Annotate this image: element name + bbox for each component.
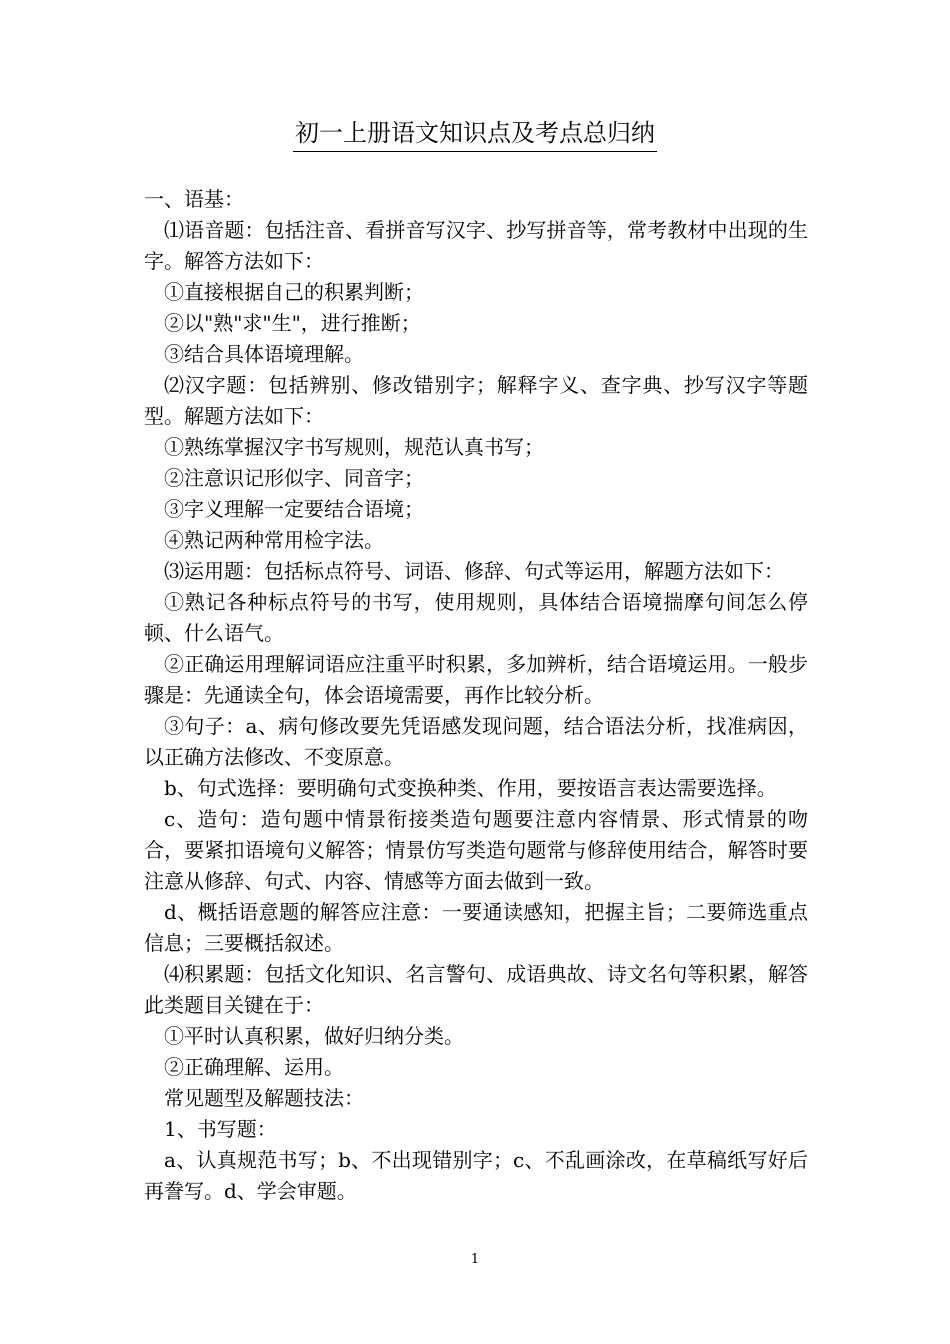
paragraph: ③结合具体语境理解。 [164,342,364,366]
paragraph: b、句式选择：要明确句式变换种类、作用，要按语言表达需要选择。 [164,776,777,800]
paragraph: ①平时认真积累，做好归纳分类。 [164,1024,464,1048]
page-number: 1 [470,1252,480,1267]
paragraph: ①直接根据自己的积累判断； [164,280,424,304]
paragraph: ③字义理解一定要结合语境； [164,497,424,521]
paragraph: ①熟记各种标点符号的书写，使用规则，具体结合语境揣摩句间怎么停顿、什么语气。 [144,590,808,645]
paragraph: ②正确理解、运用。 [164,1055,344,1079]
paragraph: ⑷积累题：包括文化知识、名言警句、成语典故、诗文名句等积累，解答此类题目关键在于： [144,962,808,1017]
paragraph: ④熟记两种常用检字法。 [164,528,384,552]
paragraph: ⑵汉字题：包括辨别、修改错别字；解释字义、查字典、抄写汉字等题型。解题方法如下： [144,373,808,428]
paragraph: c、造句：造句题中情景衔接类造句题要注意内容情景、形式情景的吻合，要紧扣语境句义解答；情景仿写类造句题常与修辞使用结合，解答时要注意从修辞、句式、内容、情感等方面去做到一致。 [144,807,808,893]
paragraph: ③句子：a、病句修改要先凭语感发现问题，结合语法分析，找准病因，以正确方法修改、不变原意。 [144,714,808,769]
document-title [0,116,950,152]
paragraph: ②以"熟"求"生"，进行推断； [164,311,421,335]
paragraph: d、概括语意题的解答应注意：一要通读感知，把握主旨；二要筛选重点信息；三要概括叙述。 [144,900,808,955]
document-body [144,184,808,1207]
paragraph: 常见题型及解题技法： [164,1086,364,1110]
paragraph: ①熟练掌握汉字书写规则，规范认真书写； [164,435,544,459]
paragraph: 一、语基： [144,187,244,211]
paragraph: ⑶运用题：包括标点符号、词语、修辞、句式等运用，解题方法如下： [164,559,784,583]
document-title-text: 初一上册语文知识点及考点总归纳 [293,116,657,152]
paragraph: ②注意识记形似字、同音字； [164,466,424,490]
paragraph: a、认真规范书写；b、不出现错别字；c、不乱画涂改，在草稿纸写好后再誊写。d、学会审题。 [144,1148,808,1203]
paragraph: ⑴语音题：包括注音、看拼音写汉字、抄写拼音等，常考教材中出现的生字。解答方法如下： [144,218,808,273]
paragraph: 1、书写题： [164,1117,277,1141]
paragraph: ②正确运用理解词语应注重平时积累，多加辨析，结合语境运用。一般步骤是：先通读全句，体会语境需要，再作比较分析。 [144,652,808,707]
